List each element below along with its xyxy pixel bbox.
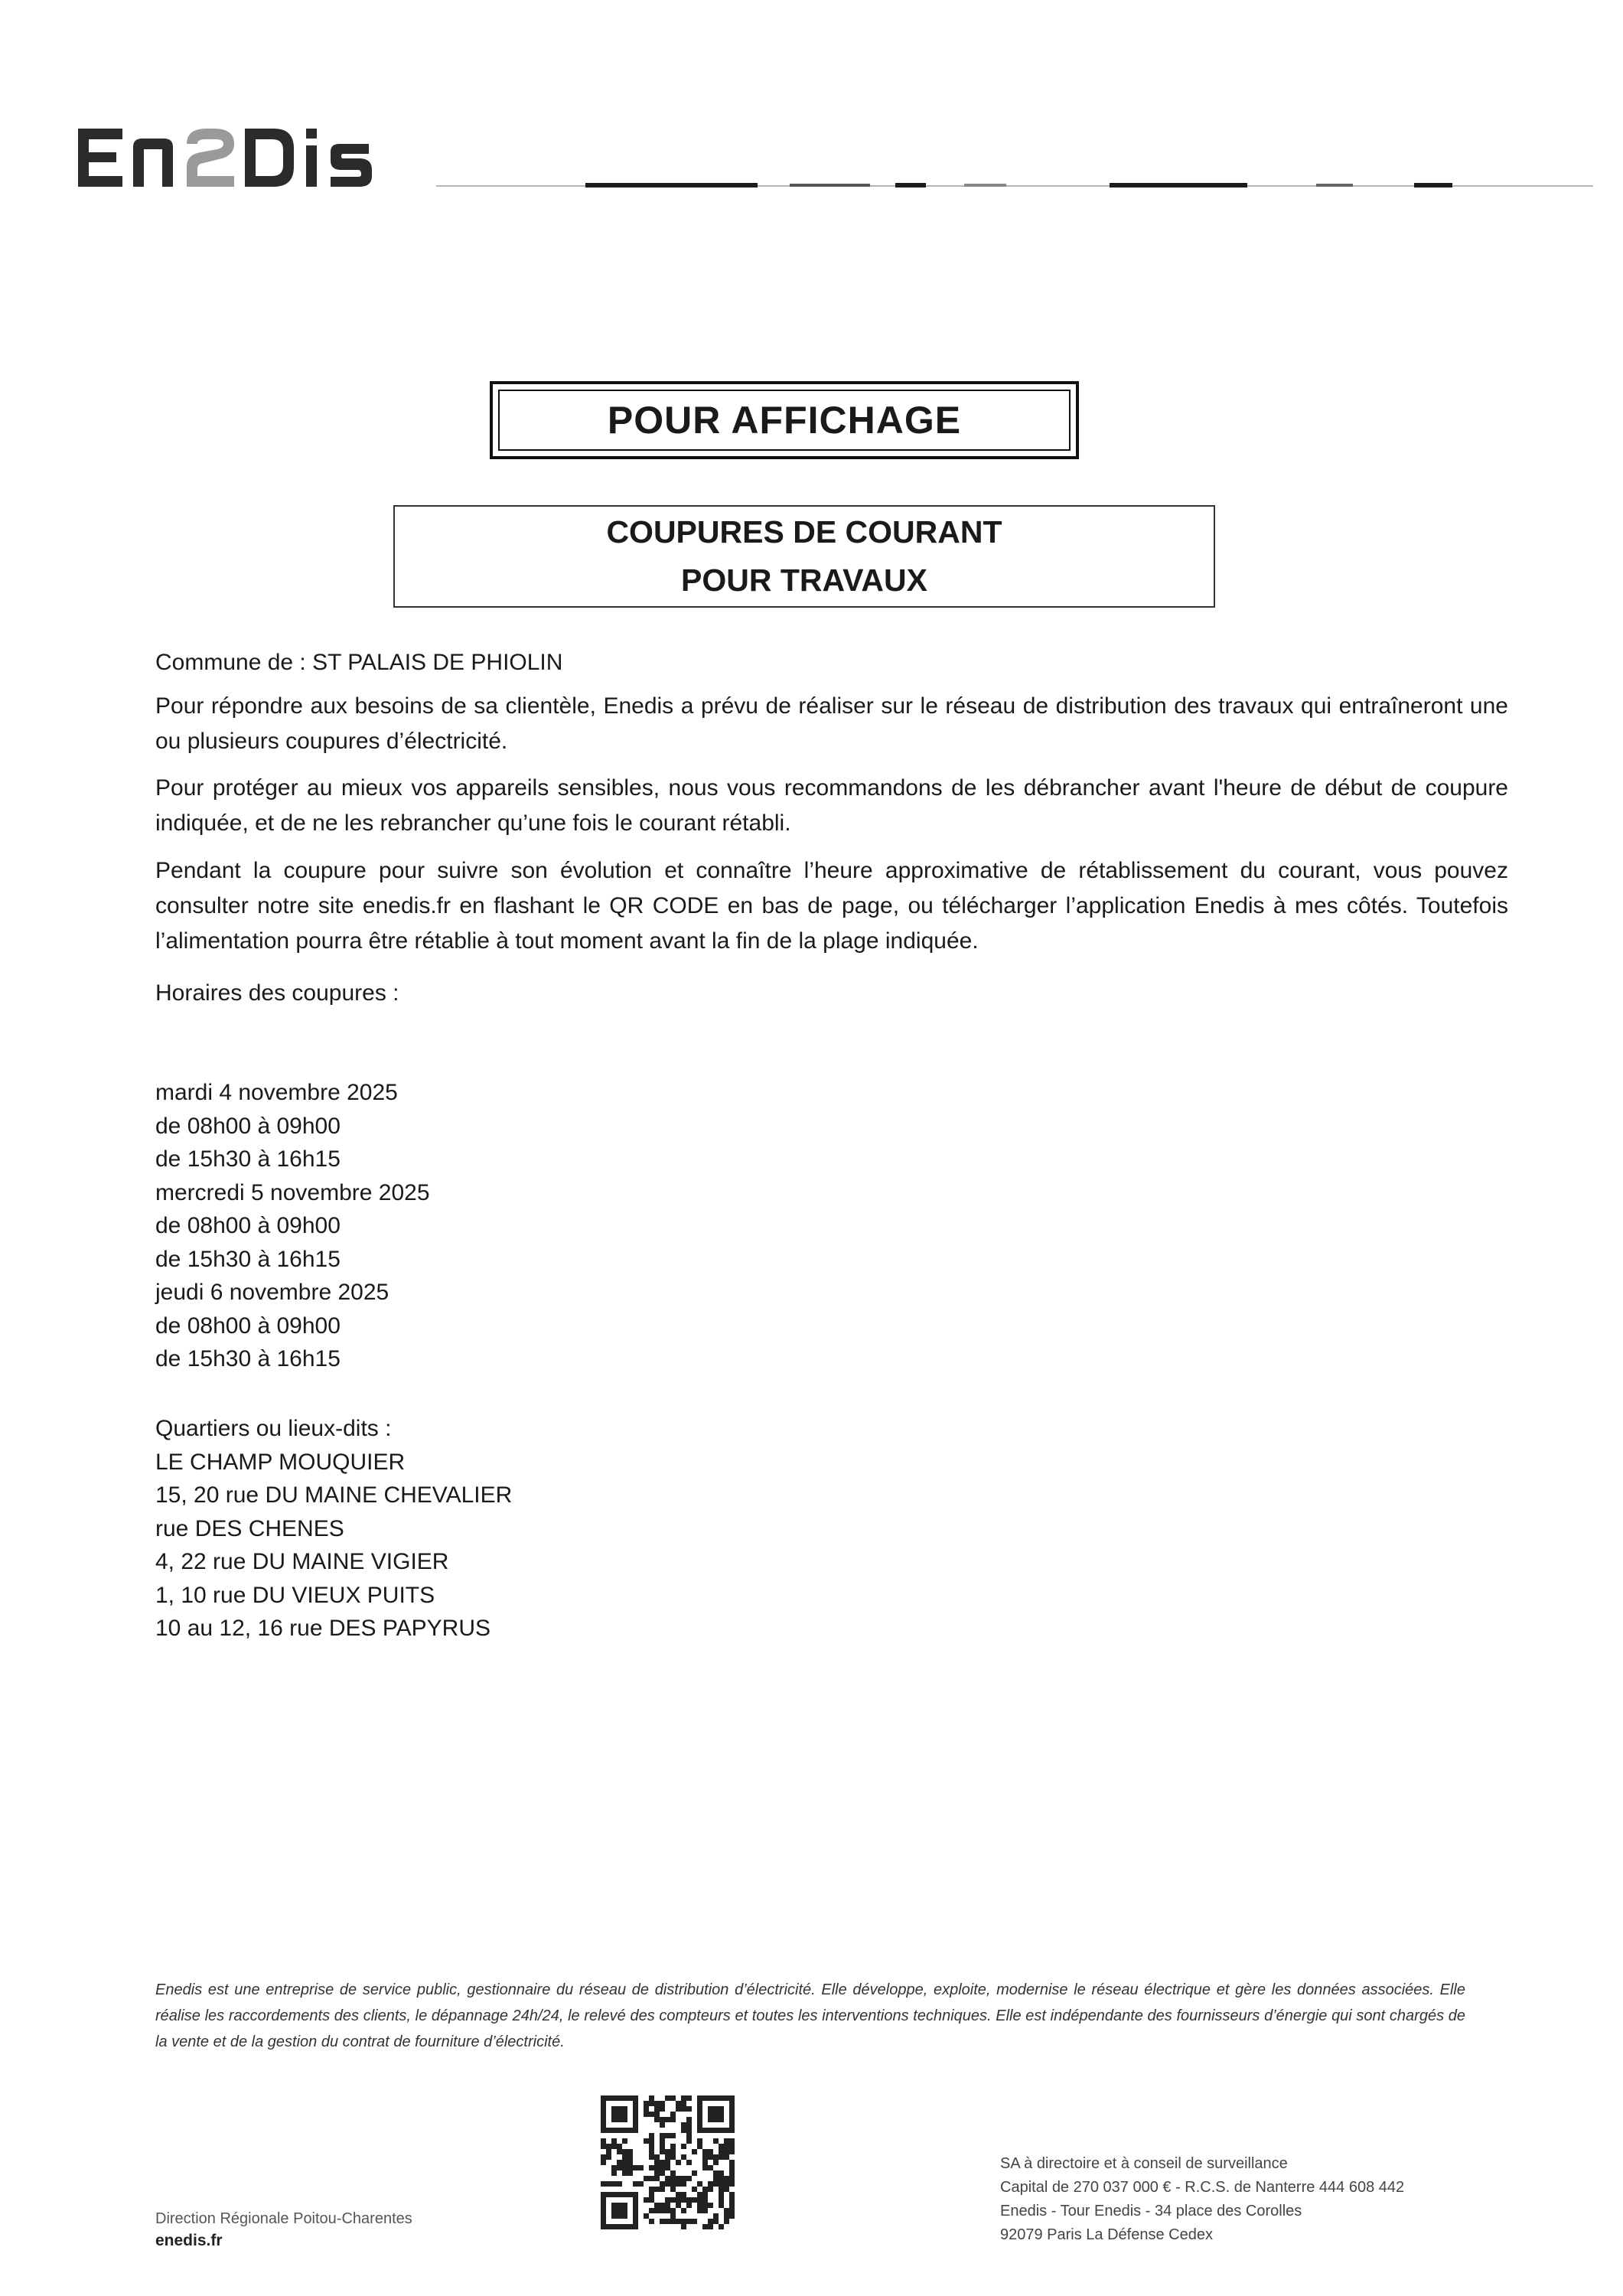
company-line: 92079 Paris La Défense Cedex [1000, 2226, 1213, 2243]
affichage-title: POUR AFFICHAGE [498, 390, 1071, 451]
company-line: Enedis - Tour Enedis - 34 place des Corolles [1000, 2203, 1302, 2219]
schedule-list [155, 1076, 430, 1376]
qr-code[interactable] [601, 2095, 735, 2229]
schedule-slot: de 15h30 à 16h15 [155, 1246, 341, 1272]
schedule-slot: de 15h30 à 16h15 [155, 1346, 341, 1371]
place-item: 15, 20 rue DU MAINE CHEVALIER [155, 1482, 513, 1508]
place-item: LE CHAMP MOUQUIER [155, 1449, 406, 1475]
company-line: Capital de 270 037 000 € - R.C.S. de Nanterre 444 608 442 [1000, 2179, 1405, 2196]
commune-line: Commune de : ST PALAIS DE PHIOLIN [155, 650, 563, 675]
place-item: 1, 10 rue DU VIEUX PUITS [155, 1582, 435, 1608]
schedule-day: jeudi 6 novembre 2025 [155, 1280, 389, 1305]
coupures-box [393, 505, 1215, 608]
schedule-slot: de 08h00 à 09h00 [155, 1113, 341, 1139]
affichage-box [490, 381, 1079, 459]
coupures-title-line2: POUR TRAVAUX [681, 563, 927, 598]
enedis-logo [78, 113, 430, 197]
direction-label: Direction Régionale Poitou-Charentes [155, 2210, 412, 2227]
place-item: 4, 22 rue DU MAINE VIGIER [155, 1549, 449, 1574]
header-rule [436, 181, 1593, 190]
schedule-day: mercredi 5 novembre 2025 [155, 1179, 430, 1205]
places-list [155, 1412, 512, 1645]
company-line: SA à directoire et à conseil de surveillance [1000, 2155, 1288, 2172]
place-item: rue DES CHENES [155, 1515, 344, 1541]
advice-paragraph: Pour protéger au mieux vos appareils sensibles, nous vous recommandons de les débrancher avant l'heure de début de coupure indiquée, et de ne les rebrancher qu’une fois le courant rétabli. [155, 775, 1508, 836]
horaires-label: Horaires des coupures : [155, 980, 399, 1006]
schedule-day: mardi 4 novembre 2025 [155, 1080, 398, 1105]
site-link[interactable]: enedis.fr [155, 2232, 223, 2249]
place-item: 10 au 12, 16 rue DES PAPYRUS [155, 1616, 491, 1641]
places-label: Quartiers ou lieux-dits : [155, 1416, 392, 1441]
legal-notice: Enedis est une entreprise de service public, gestionnaire du réseau de distribution d’électricité. Elle développe, exploite, modernise le réseau électrique et gère les données associées. Elle réalise les raccordements des clients, le dépannage 24h/24, le relevé des compteurs et toutes les interventions techniques. Elle est indépendante des fournisseurs d’énergie qui sont chargés de la vente et de la gestion du contrat de fourniture d’électricité. [155, 1981, 1465, 2050]
coupures-title-line1: COUPURES DE COURANT [606, 514, 1002, 550]
company-info [1000, 2152, 1404, 2247]
schedule-slot: de 15h30 à 16h15 [155, 1146, 341, 1172]
intro-paragraph: Pour répondre aux besoins de sa clientèle, Enedis a prévu de réaliser sur le réseau de distribution des travaux qui entraîneront une ou plusieurs coupures d’électricité. [155, 693, 1508, 754]
schedule-slot: de 08h00 à 09h00 [155, 1213, 341, 1238]
info-paragraph: Pendant la coupure pour suivre son évolution et connaître l’heure approximative de rétablissement du courant, vous pouvez consulter notre site enedis.fr en flashant le QR CODE en bas de page, ou télécharger l’application Enedis à mes côtés. Toutefois l’alimentation pourra être rétablie à tout moment avant la fin de la plage indiquée. [155, 858, 1508, 954]
schedule-slot: de 08h00 à 09h00 [155, 1313, 341, 1339]
